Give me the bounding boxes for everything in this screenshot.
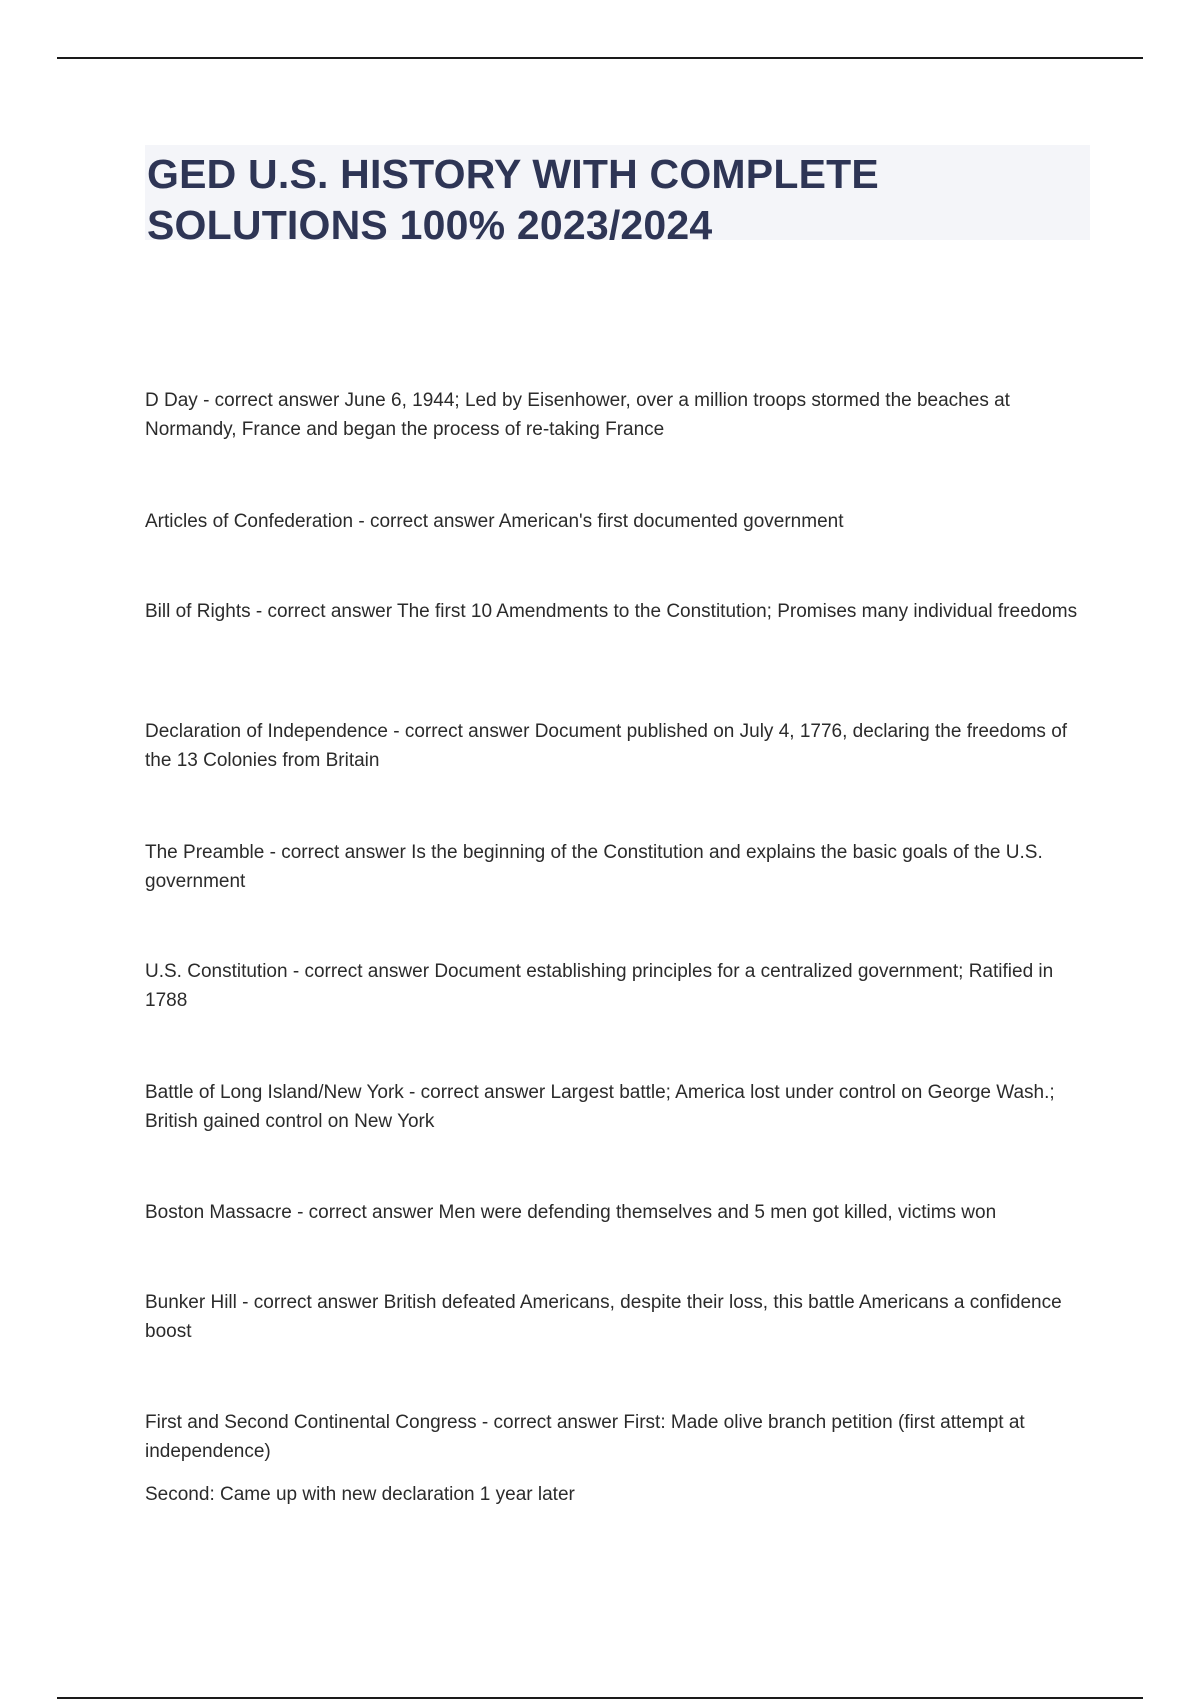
title-band (145, 145, 1090, 248)
list-item-continental-congress (145, 1408, 1090, 1509)
document-page (145, 145, 1090, 1505)
top-rule (57, 57, 1143, 59)
entry-text: Declaration of Independence - correct answer Document published on July 4, 1776, declaring the freedoms of the 13 Colonies from Britain (145, 721, 1068, 771)
list-item-declaration-of-independence (145, 717, 1090, 775)
document-title (147, 149, 1090, 251)
entry-text: Battle of Long Island/New York - correct answer Largest battle; America lost under control on George Wash.; British gained control on New York (145, 1082, 1055, 1132)
entry-text: Bill of Rights - correct answer The first 10 Amendments to the Constitution; Promises many individual freedoms (145, 601, 1078, 622)
list-item-boston-massacre (145, 1198, 1090, 1227)
document-title-line-2: SOLUTIONS 100% 2023/2024 (147, 202, 713, 248)
list-item-us-constitution (145, 957, 1090, 1015)
list-item-battle-of-long-island (145, 1078, 1090, 1136)
list-item-d-day (145, 386, 1090, 444)
entry-text: Articles of Confederation - correct answer American's first documented government (145, 511, 844, 532)
entry-text-continued: Second: Came up with new declaration 1 year later (145, 1484, 575, 1505)
list-item-articles-of-confederation (145, 507, 1090, 536)
entry-text: The Preamble - correct answer Is the beginning of the Constitution and explains the basic goals of the U.S. government (145, 842, 1043, 892)
entry-text: U.S. Constitution - correct answer Document establishing principles for a centralized government; Ratified in 1788 (145, 961, 1054, 1011)
entry-text: First and Second Continental Congress - correct answer First: Made olive branch petition (first attempt at independence) (145, 1412, 1025, 1462)
document-title-line-1: GED U.S. HISTORY WITH COMPLETE (147, 151, 879, 197)
bottom-rule (57, 1697, 1143, 1699)
entry-text: Bunker Hill - correct answer British defeated Americans, despite their loss, this battle Americans a confidence boost (145, 1292, 1062, 1342)
list-item-bunker-hill (145, 1288, 1090, 1346)
list-item-bill-of-rights (145, 597, 1090, 626)
entry-text: D Day - correct answer June 6, 1944; Led by Eisenhower, over a million troops stormed the beaches at Normandy, France and began the process of re-taking France (145, 390, 1010, 440)
entry-text: Boston Massacre - correct answer Men were defending themselves and 5 men got killed, victims won (145, 1202, 997, 1223)
list-item-the-preamble (145, 838, 1090, 896)
